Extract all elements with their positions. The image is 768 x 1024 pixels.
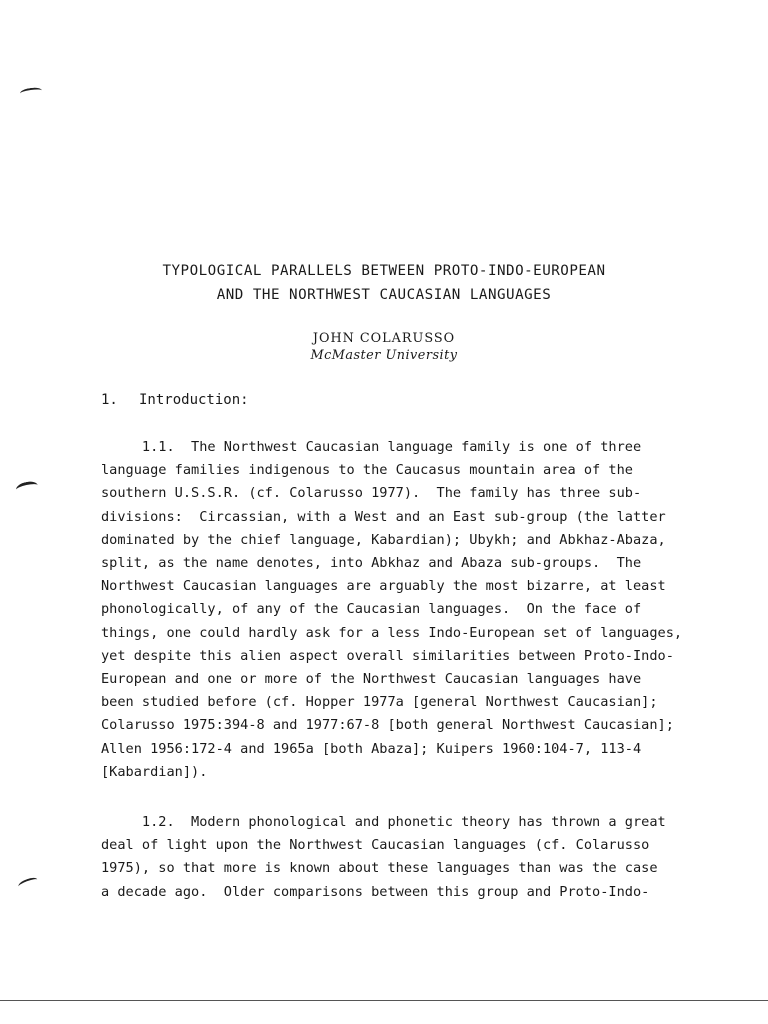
text-line: dominated by the chief language, Kabardian); Ubykh; and Abkhaz-Abaza,: [101, 531, 666, 548]
text-line: southern U.S.S.R. (cf. Colarusso 1977). The family has three sub-: [101, 485, 642, 502]
text-line: split, as the name denotes, into Abkhaz and Abaza sub-groups. The: [101, 555, 642, 572]
text-line: language families indigenous to the Caucasus mountain area of the: [101, 462, 633, 479]
section-heading: [101, 389, 249, 411]
title-line: AND THE NORTHWEST CAUCASIAN LANGUAGES: [216, 287, 552, 303]
text-line: 1.1. The Northwest Caucasian language family is one of three: [101, 439, 642, 455]
text-line: divisions: Circassian, with a West and an East sub-group (the latter: [101, 508, 666, 525]
text-line: phonologically, of any of the Caucasian languages. On the face of: [101, 601, 642, 618]
scan-binder-mark: [15, 480, 39, 495]
title-line: TYPOLOGICAL PARALLELS BETWEEN PROTO-INDO-EUROPEAN: [162, 263, 606, 279]
paragraph-1-2: [101, 811, 666, 904]
text-line: Northwest Caucasian languages are arguably the most bizarre, at least: [101, 578, 666, 595]
scan-binder-mark: [20, 87, 43, 98]
scan-binder-mark: [17, 876, 39, 890]
paper-title: [0, 259, 768, 307]
text-line: deal of light upon the Northwest Caucasian languages (cf. Colarusso: [101, 837, 650, 854]
text-line: Allen 1956:172-4 and 1965a [both Abaza]; Kuipers 1960:104-7, 113-4: [101, 740, 642, 757]
author-affiliation: McMaster University: [310, 348, 458, 363]
paragraph-1-1: [101, 436, 683, 784]
section-title: Introduction:: [139, 392, 249, 408]
text-line: [Kabardian]).: [101, 763, 208, 780]
text-line: Colarusso 1975:394-8 and 1977:67-8 [both general Northwest Caucasian];: [101, 717, 674, 734]
text-line: 1.2. Modern phonological and phonetic theory has thrown a great: [101, 814, 666, 830]
scan-edge-line: [0, 1000, 768, 1001]
section-number: 1.: [101, 392, 118, 408]
author-block: [0, 330, 768, 364]
text-line: 1975), so that more is known about these languages than was the case: [101, 860, 658, 877]
text-line: yet despite this alien aspect overall similarities between Proto-Indo-: [101, 647, 674, 664]
text-line: things, one could hardly ask for a less Indo-European set of languages,: [101, 624, 683, 641]
text-line: been studied before (cf. Hopper 1977a [general Northwest Caucasian];: [101, 694, 658, 711]
author-name: JOHN COLARUSSO: [312, 331, 456, 346]
text-line: a decade ago. Older comparisons between this group and Proto-Indo-: [101, 883, 650, 900]
text-line: European and one or more of the Northwest Caucasian languages have: [101, 671, 642, 688]
